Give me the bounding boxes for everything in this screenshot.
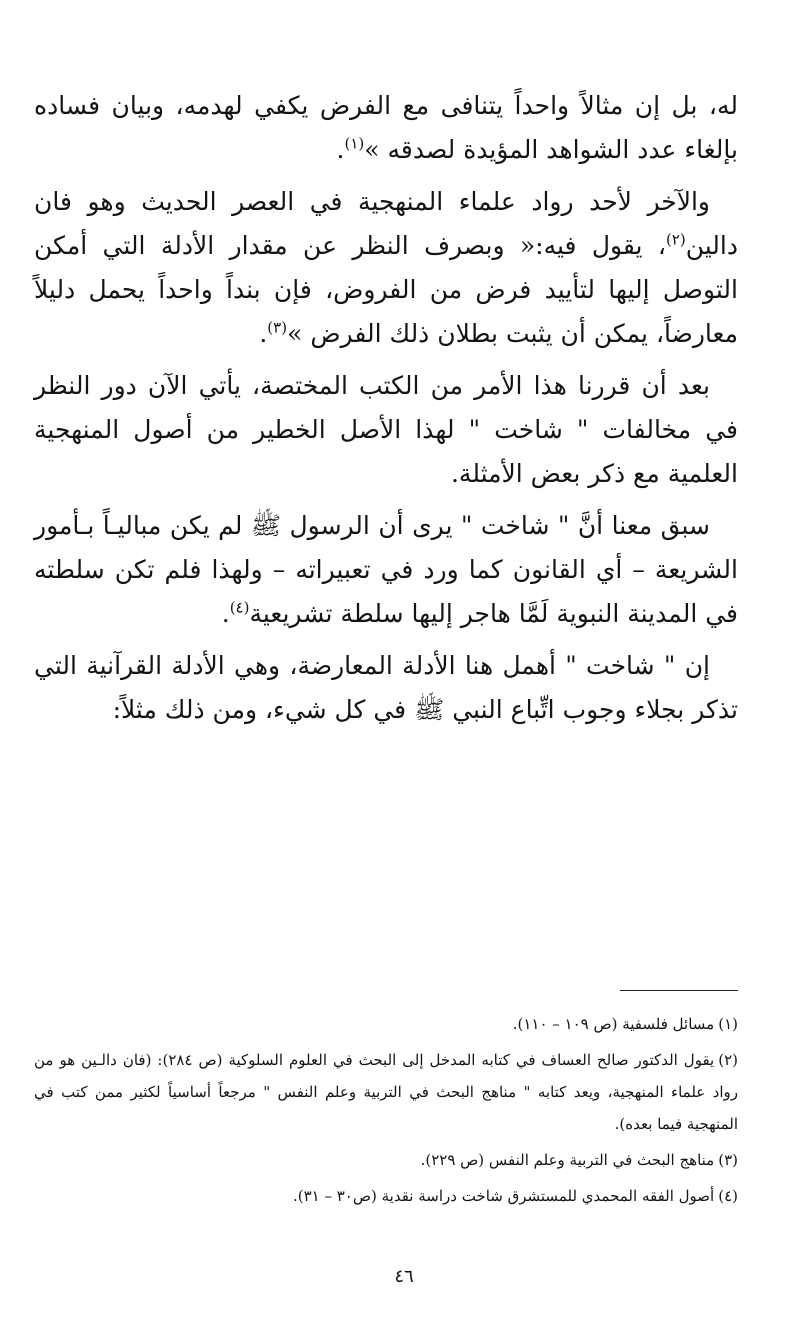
paragraph-4-tail: . (221, 599, 230, 628)
footnote-4-number: (٤) (718, 1187, 738, 1205)
paragraph-3 (34, 364, 738, 496)
footnote-ref-4: (٤) (229, 598, 250, 617)
paragraph-4 (34, 504, 738, 636)
footnote-ref-1: (١) (344, 134, 365, 153)
paragraph-2 (34, 180, 738, 356)
footnote-1-number: (١) (718, 1015, 738, 1033)
paragraph-1-text: له، بل إن مثالاً واحداً يتنافى مع الفرض يكفي لهدمه، وبيان فساده بإلغاء عدد الشواهد المؤيدة لصدقه » (34, 91, 738, 164)
footnote-2 (34, 1044, 738, 1140)
footnote-3-number: (٣) (718, 1151, 738, 1169)
paragraph-2-tail: ، يقول فيه:« وبصرف النظر عن مقدار الأدلة التي أمكن التوصل إليها لتأييد فرض من الفروض، فإن بنداً واحداً يحمل دليلاً معارضاً، يمكن أن يثبت بطلان ذلك الفرض » (34, 231, 738, 348)
footnotes-section (34, 1008, 738, 1216)
footnote-2-text: يقول الدكتور صالح العساف في كتابه المدخل إلى البحث في العلوم السلوكية (ص ٢٨٤): (فان دالـين هو من رواد علماء المنهجية، ويعد كتابه " مناهج البحث في التربية وعلم النفس " مرجعاً أساسياً لكثير ممن كتب في المنهجية فيما بعده). (34, 1051, 738, 1133)
main-text (34, 84, 738, 732)
footnote-ref-2: (٢) (665, 230, 686, 249)
paragraph-5 (34, 644, 738, 732)
paragraph-1-tail: . (336, 135, 345, 164)
paragraph-2-text: والآخر لأحد رواد علماء المنهجية في العصر الحديث وهو فان دالين (34, 187, 738, 260)
footnote-divider (620, 990, 738, 991)
footnote-1 (34, 1008, 738, 1040)
footnote-4 (34, 1180, 738, 1212)
footnote-3-text: مناهج البحث في التربية وعلم النفس (ص ٢٢٩). (420, 1151, 715, 1169)
page-body (34, 84, 738, 740)
footnote-2-number: (٢) (718, 1051, 738, 1069)
paragraph-1 (34, 84, 738, 172)
paragraph-4-text: سبق معنا أنَّ " شاخت " يرى أن الرسول ﷺ لم يكن مباليـاً بـأمور الشريعة – أي القانون كما ورد في تعبيراته – ولهذا فلم تكن سلطته في المدينة النبوية لَمَّا هاجر إليها سلطة تشريعية (34, 511, 738, 628)
paragraph-2-tail-2: . (259, 319, 268, 348)
footnote-3 (34, 1144, 738, 1176)
footnote-ref-3: (٣) (267, 318, 288, 337)
footnote-4-text: أصول الفقه المحمدي للمستشرق شاخت دراسة نقدية (ص٣٠ – ٣١). (292, 1187, 715, 1205)
footnote-1-text: مسائل فلسفية (ص ١٠٩ – ١١٠). (512, 1015, 715, 1033)
page-number: ٤٦ (394, 1266, 414, 1287)
paragraph-3-text: بعد أن قررنا هذا الأمر من الكتب المختصة، يأتي الآن دور النظر في مخالفات " شاخت " لهذا الأصل الخطير من أصول المنهجية العلمية مع ذكر بعض الأمثلة. (34, 371, 738, 488)
paragraph-5-text: إن " شاخت " أهمل هنا الأدلة المعارضة، وهي الأدلة القرآنية التي تذكر بجلاء وجوب اتِّباع النبي ﷺ في كل شيء، ومن ذلك مثلاً: (34, 651, 738, 724)
